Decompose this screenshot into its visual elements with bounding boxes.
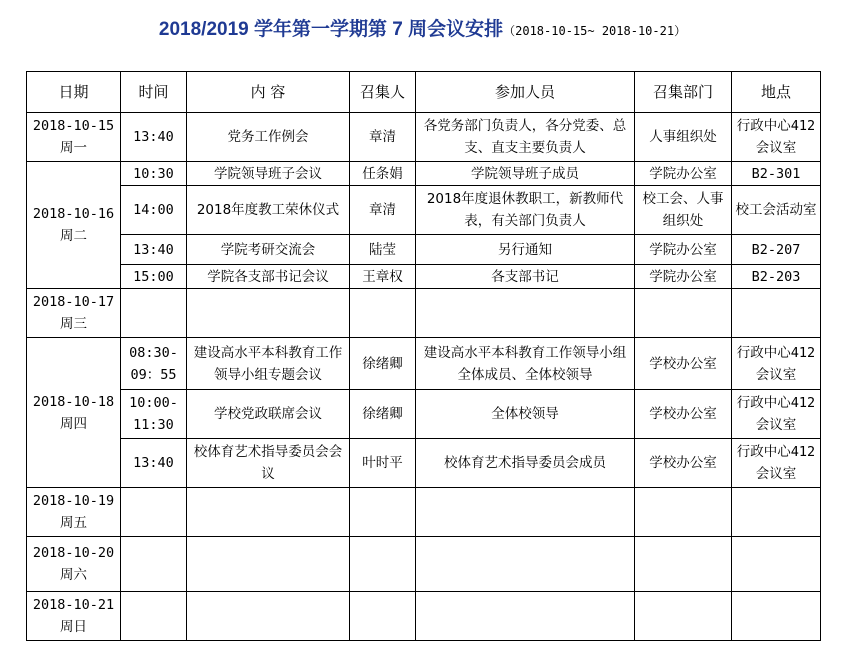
day-date: 2018-10-16 bbox=[32, 206, 115, 222]
meeting-department: 学校办公室 bbox=[635, 338, 732, 390]
meeting-attendees: 另行通知 bbox=[416, 235, 635, 265]
meeting-department: 学院办公室 bbox=[635, 265, 732, 289]
meeting-time: 13:40 bbox=[121, 439, 187, 488]
day-weekday: 周三 bbox=[60, 316, 87, 332]
meeting-convener: 章清 bbox=[350, 186, 416, 235]
meeting-department bbox=[635, 592, 732, 641]
table-row bbox=[27, 113, 821, 162]
header-content: 内 容 bbox=[187, 72, 350, 113]
meeting-location: 行政中心412会议室 bbox=[732, 338, 821, 390]
meeting-department: 校工会、人事组织处 bbox=[635, 186, 732, 235]
meeting-department: 学校办公室 bbox=[635, 439, 732, 488]
header-attendees: 参加人员 bbox=[416, 72, 635, 113]
meeting-location: 行政中心412会议室 bbox=[732, 390, 821, 439]
meeting-department: 学院办公室 bbox=[635, 162, 732, 186]
table-row bbox=[27, 592, 821, 641]
day-date: 2018-10-19 bbox=[32, 493, 115, 509]
meeting-department: 学院办公室 bbox=[635, 235, 732, 265]
table-row bbox=[27, 488, 821, 537]
day-cell bbox=[27, 592, 121, 641]
day-date: 2018-10-17 bbox=[32, 294, 115, 310]
day-date: 2018-10-15 bbox=[32, 118, 115, 134]
meeting-convener: 章清 bbox=[350, 113, 416, 162]
meeting-convener: 徐绪卿 bbox=[350, 390, 416, 439]
meeting-time: 13:40 bbox=[121, 113, 187, 162]
meeting-attendees: 各支部书记 bbox=[416, 265, 635, 289]
header-row bbox=[27, 72, 821, 113]
table-row bbox=[27, 162, 821, 186]
day-weekday: 周二 bbox=[60, 228, 87, 244]
meeting-time bbox=[121, 488, 187, 537]
meeting-content: 2018年度教工荣休仪式 bbox=[187, 186, 350, 235]
day-weekday: 周五 bbox=[60, 515, 87, 531]
header-date: 日期 bbox=[27, 72, 121, 113]
day-cell bbox=[27, 537, 121, 592]
meeting-content: 学院各支部书记会议 bbox=[187, 265, 350, 289]
schedule-title: 2018/2019 学年第一学期第 7 周会议安排 bbox=[158, 19, 504, 40]
meeting-content: 建设高水平本科教育工作领导小组专题会议 bbox=[187, 338, 350, 390]
meeting-department bbox=[635, 537, 732, 592]
meeting-location: B2-203 bbox=[732, 265, 821, 289]
meeting-time bbox=[121, 592, 187, 641]
meeting-department bbox=[635, 289, 732, 338]
header-department: 召集部门 bbox=[635, 72, 732, 113]
meeting-location bbox=[732, 289, 821, 338]
table-row bbox=[27, 289, 821, 338]
day-cell bbox=[27, 289, 121, 338]
meeting-attendees: 各党务部门负责人，各分党委、总支、直支主要负责人 bbox=[416, 113, 635, 162]
meeting-convener bbox=[350, 592, 416, 641]
meeting-convener: 王章权 bbox=[350, 265, 416, 289]
meeting-location bbox=[732, 592, 821, 641]
meeting-content bbox=[187, 592, 350, 641]
meeting-location bbox=[732, 537, 821, 592]
meeting-content: 学校党政联席会议 bbox=[187, 390, 350, 439]
meeting-attendees: 校体育艺术指导委员会成员 bbox=[416, 439, 635, 488]
meeting-department: 人事组织处 bbox=[635, 113, 732, 162]
meeting-attendees: 全体校领导 bbox=[416, 390, 635, 439]
day-date: 2018-10-21 bbox=[32, 597, 115, 613]
meeting-attendees: 建设高水平本科教育工作领导小组全体成员、全体校领导 bbox=[416, 338, 635, 390]
meeting-location: B2-301 bbox=[732, 162, 821, 186]
table-row bbox=[27, 186, 821, 235]
table-row bbox=[27, 439, 821, 488]
meeting-attendees bbox=[416, 488, 635, 537]
meeting-content bbox=[187, 289, 350, 338]
meeting-time: 10:00-11:30 bbox=[121, 390, 187, 439]
meeting-content bbox=[187, 537, 350, 592]
meeting-attendees bbox=[416, 592, 635, 641]
meeting-location: B2-207 bbox=[732, 235, 821, 265]
meeting-location: 行政中心412会议室 bbox=[732, 113, 821, 162]
day-cell bbox=[27, 162, 121, 289]
meeting-convener: 陆莹 bbox=[350, 235, 416, 265]
day-date: 2018-10-20 bbox=[32, 545, 115, 561]
page-title bbox=[0, 14, 845, 46]
day-weekday: 周六 bbox=[60, 567, 87, 583]
meeting-schedule-table bbox=[26, 71, 821, 641]
meeting-convener: 徐绪卿 bbox=[350, 338, 416, 390]
meeting-content: 学院考研交流会 bbox=[187, 235, 350, 265]
meeting-convener bbox=[350, 537, 416, 592]
meeting-content bbox=[187, 488, 350, 537]
meeting-location: 校工会活动室 bbox=[732, 186, 821, 235]
day-date: 2018-10-18 bbox=[32, 393, 115, 410]
meeting-location: 行政中心412会议室 bbox=[732, 439, 821, 488]
day-cell bbox=[27, 113, 121, 162]
table-row bbox=[27, 265, 821, 289]
table-row bbox=[27, 338, 821, 390]
meeting-location bbox=[732, 488, 821, 537]
meeting-time: 08:30-09：55 bbox=[121, 338, 187, 390]
meeting-content: 学院领导班子会议 bbox=[187, 162, 350, 186]
table-row bbox=[27, 390, 821, 439]
meeting-department bbox=[635, 488, 732, 537]
meeting-attendees: 学院领导班子成员 bbox=[416, 162, 635, 186]
meeting-attendees bbox=[416, 289, 635, 338]
schedule-body bbox=[27, 113, 821, 641]
meeting-time: 13:40 bbox=[121, 235, 187, 265]
meeting-time bbox=[121, 537, 187, 592]
day-cell bbox=[27, 488, 121, 537]
day-weekday: 周日 bbox=[60, 619, 87, 635]
table-row bbox=[27, 537, 821, 592]
meeting-time: 15:00 bbox=[121, 265, 187, 289]
meeting-attendees: 2018年度退休教职工，新教师代表，有关部门负责人 bbox=[416, 186, 635, 235]
date-range: （2018-10-15~ 2018-10-21） bbox=[503, 24, 687, 38]
meeting-convener: 叶时平 bbox=[350, 439, 416, 488]
table-row bbox=[27, 235, 821, 265]
header-location: 地点 bbox=[732, 72, 821, 113]
meeting-time bbox=[121, 289, 187, 338]
meeting-convener bbox=[350, 289, 416, 338]
header-convener: 召集人 bbox=[350, 72, 416, 113]
meeting-content: 党务工作例会 bbox=[187, 113, 350, 162]
meeting-department: 学校办公室 bbox=[635, 390, 732, 439]
meeting-time: 10:30 bbox=[121, 162, 187, 186]
day-weekday: 周四 bbox=[60, 415, 87, 432]
meeting-attendees bbox=[416, 537, 635, 592]
day-weekday: 周一 bbox=[60, 140, 87, 156]
meeting-convener: 任条娟 bbox=[350, 162, 416, 186]
day-cell bbox=[27, 338, 121, 488]
header-time: 时间 bbox=[121, 72, 187, 113]
meeting-content: 校体育艺术指导委员会会议 bbox=[187, 439, 350, 488]
meeting-convener bbox=[350, 488, 416, 537]
meeting-time: 14:00 bbox=[121, 186, 187, 235]
